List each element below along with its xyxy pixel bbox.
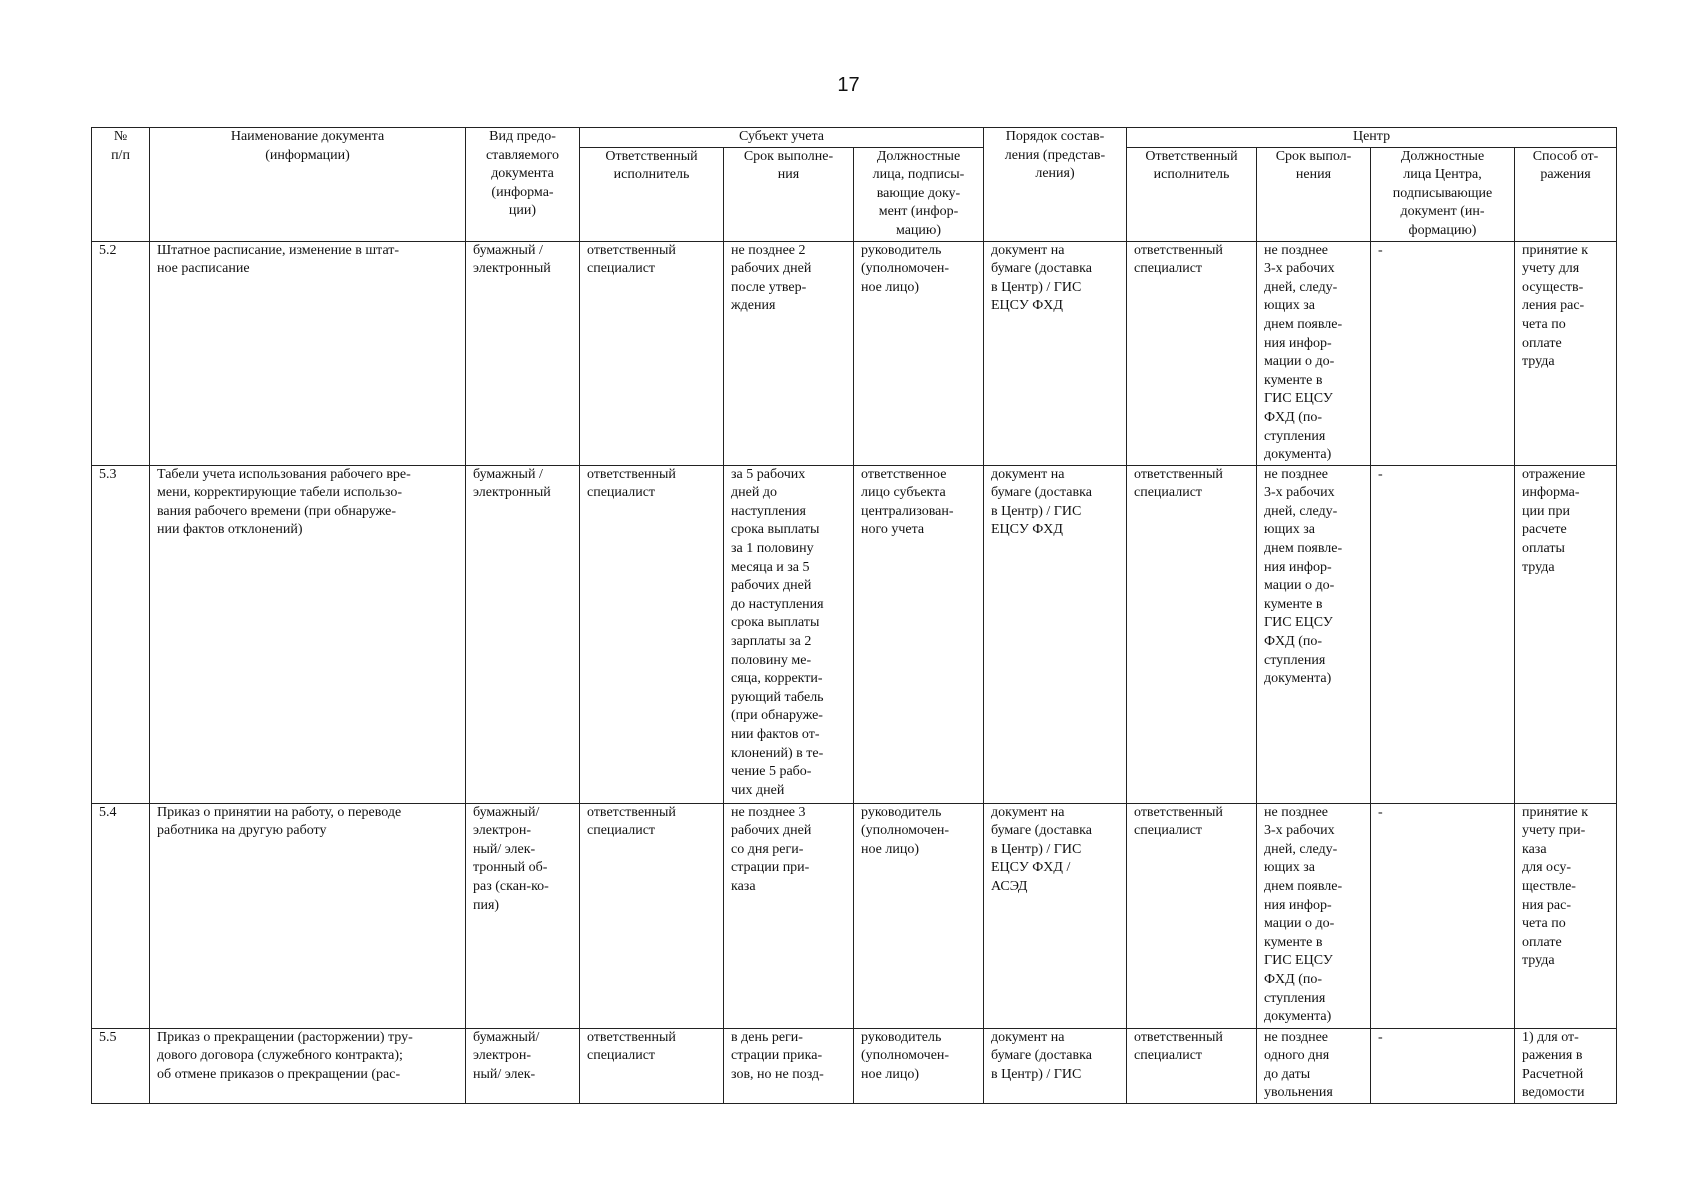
header-num: № п/п (92, 128, 150, 242)
cell-subject-deadline: не позднее 2 рабочих дней после утвер- ждения (724, 241, 854, 465)
table-row (92, 241, 1617, 465)
cell-doc-type: бумажный/ электрон- ный/ элек- (466, 1028, 580, 1103)
cell-doc-name: Табели учета использования рабочего вре- мени, корректирующие табели использо- вания рабочего времени (при обнаруже- нии фактов отклонений) (150, 465, 466, 803)
cell-center-officials: - (1371, 241, 1515, 465)
cell-procedure: документ на бумаге (доставка в Центр) / ГИС ЕЦСУ ФХД (984, 241, 1127, 465)
cell-center-deadline: не позднее одного дня до даты увольнения (1257, 1028, 1371, 1103)
cell-procedure: документ на бумаге (доставка в Центр) / ГИС (984, 1028, 1127, 1103)
cell-center-officials: - (1371, 465, 1515, 803)
header-subject-deadline: Срок выполне- ния (724, 147, 854, 241)
cell-subject-executor: ответственный специалист (580, 465, 724, 803)
header-subject-officials: Должностные лица, подписы- вающие доку- мент (инфор- мацию) (854, 147, 984, 241)
cell-center-deadline: не позднее 3-х рабочих дней, следу- ющих за днем появле- ния инфор- мации о до- кументе в ГИС ЕЦСУ ФХД (по- ступления документа) (1257, 803, 1371, 1028)
cell-procedure: документ на бумаге (доставка в Центр) / ГИС ЕЦСУ ФХД (984, 465, 1127, 803)
cell-doc-name: Приказ о прекращении (расторжении) тру- дового договора (служебного контракта); об отмене приказов о прекращении (рас- (150, 1028, 466, 1103)
table-row (92, 465, 1617, 803)
header-reflection: Способ от- ражения (1515, 147, 1617, 241)
cell-subject-officials: руководитель (уполномочен- ное лицо) (854, 1028, 984, 1103)
cell-subject-officials: руководитель (уполномочен- ное лицо) (854, 803, 984, 1028)
cell-num: 5.3 (92, 465, 150, 803)
cell-center-deadline: не позднее 3-х рабочих дней, следу- ющих за днем появле- ния инфор- мации о до- кументе в ГИС ЕЦСУ ФХД (по- ступления документа) (1257, 465, 1371, 803)
table-row (92, 803, 1617, 1028)
cell-subject-executor: ответственный специалист (580, 241, 724, 465)
table-row (92, 1028, 1617, 1103)
cell-center-deadline: не позднее 3-х рабочих дней, следу- ющих за днем появле- ния инфор- мации о до- кументе в ГИС ЕЦСУ ФХД (по- ступления документа) (1257, 241, 1371, 465)
cell-subject-deadline: не позднее 3 рабочих дней со дня реги- страции при- каза (724, 803, 854, 1028)
cell-reflection: отражение информа- ции при расчете оплаты труда (1515, 465, 1617, 803)
cell-num: 5.2 (92, 241, 150, 465)
cell-doc-name: Приказ о принятии на работу, о переводе работника на другую работу (150, 803, 466, 1028)
header-center-group: Центр (1127, 128, 1617, 148)
header-center-executor: Ответственный исполнитель (1127, 147, 1257, 241)
cell-reflection: принятие к учету для осуществ- ления рас- чета по оплате труда (1515, 241, 1617, 465)
cell-num: 5.5 (92, 1028, 150, 1103)
header-doc-type: Вид предо- ставляемого документа (информа- ции) (466, 128, 580, 242)
cell-doc-name: Штатное расписание, изменение в штат- ное расписание (150, 241, 466, 465)
header-center-officials: Должностные лица Центра, подписывающие документ (ин- формацию) (1371, 147, 1515, 241)
cell-subject-deadline: за 5 рабочих дней до наступления срока выплаты за 1 половину месяца и за 5 рабочих дней до наступления срока выплаты зарплаты за 2 половину ме- сяца, корректи- рующий табель (при обнаруже- нии фактов от- клонений) в те- чение 5 рабо- чих дней (724, 465, 854, 803)
header-subject-group: Субъект учета (580, 128, 984, 148)
cell-center-executor: ответственный специалист (1127, 803, 1257, 1028)
document-table (91, 127, 1617, 1104)
page-number: 17 (837, 74, 860, 96)
cell-subject-executor: ответственный специалист (580, 1028, 724, 1103)
header-procedure: Порядок состав- ления (представ- ления) (984, 128, 1127, 242)
cell-reflection: принятие к учету при- каза для осу- ществле- ния рас- чета по оплате труда (1515, 803, 1617, 1028)
header-row-top (92, 128, 1617, 148)
cell-center-executor: ответственный специалист (1127, 465, 1257, 803)
cell-doc-type: бумажный / электронный (466, 241, 580, 465)
cell-subject-deadline: в день реги- страции прика- зов, но не позд- (724, 1028, 854, 1103)
cell-center-executor: ответственный специалист (1127, 241, 1257, 465)
cell-center-officials: - (1371, 1028, 1515, 1103)
cell-doc-type: бумажный/ электрон- ный/ элек- тронный об- раз (скан-ко- пия) (466, 803, 580, 1028)
header-center-deadline: Срок выпол- нения (1257, 147, 1371, 241)
cell-center-executor: ответственный специалист (1127, 1028, 1257, 1103)
cell-subject-executor: ответственный специалист (580, 803, 724, 1028)
cell-procedure: документ на бумаге (доставка в Центр) / ГИС ЕЦСУ ФХД / АСЭД (984, 803, 1127, 1028)
cell-subject-officials: руководитель (уполномочен- ное лицо) (854, 241, 984, 465)
cell-doc-type: бумажный / электронный (466, 465, 580, 803)
cell-num: 5.4 (92, 803, 150, 1028)
header-subject-executor: Ответственный исполнитель (580, 147, 724, 241)
cell-reflection: 1) для от- ражения в Расчетной ведомости (1515, 1028, 1617, 1103)
header-doc-name: Наименование документа (информации) (150, 128, 466, 242)
cell-subject-officials: ответственное лицо субъекта централизован- ного учета (854, 465, 984, 803)
cell-center-officials: - (1371, 803, 1515, 1028)
